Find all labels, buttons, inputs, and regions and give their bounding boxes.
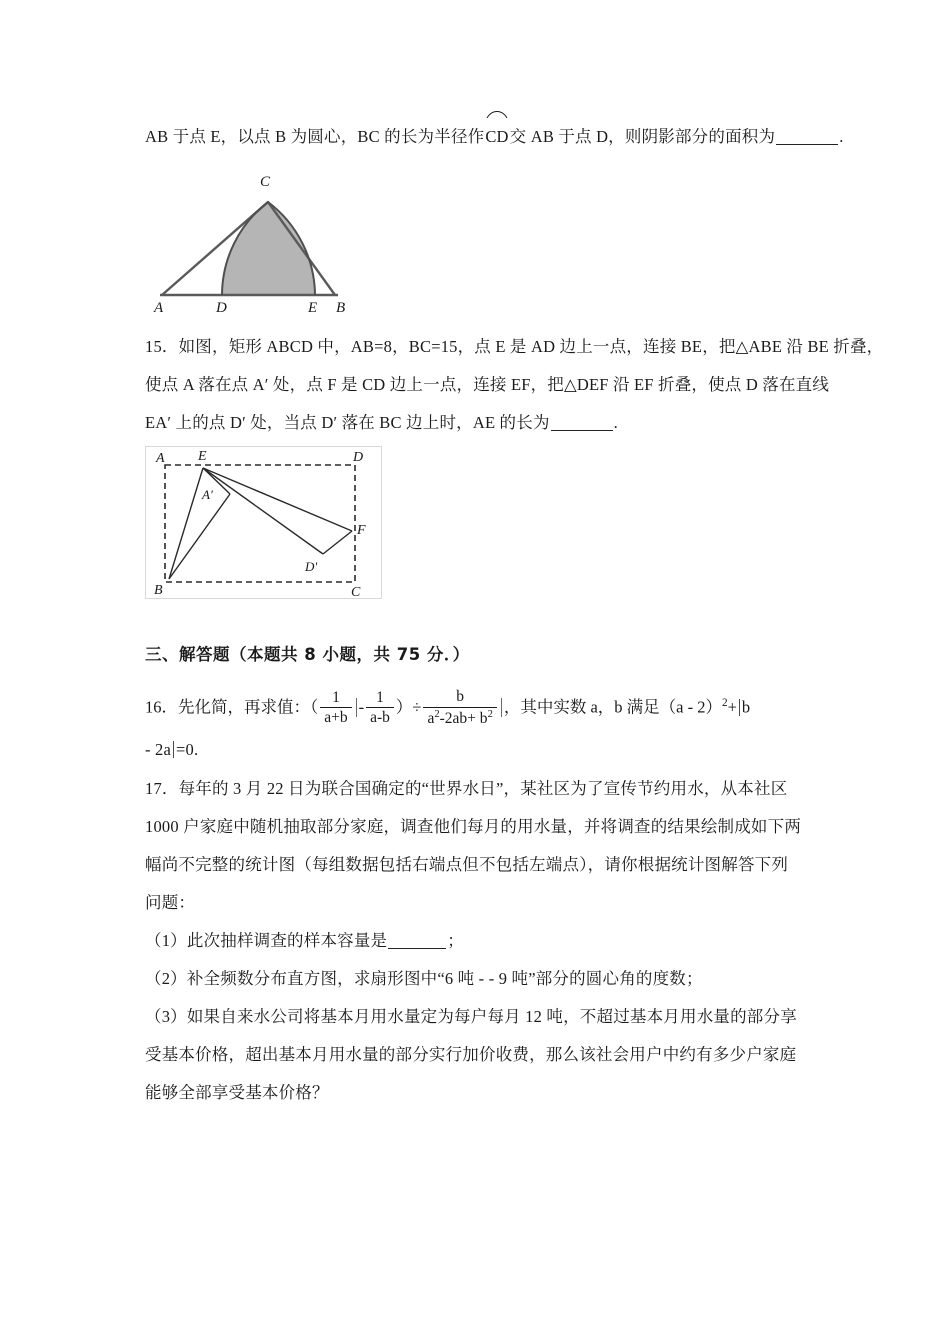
- q17-sub-3-line-1: （3）如果自来水公司将基本月用水量定为每户每月 12 吨，不超过基本月用水量的部分享: [145, 1006, 797, 1026]
- artifact-vertical-rule: [356, 698, 357, 717]
- artifact-vertical-rule-2: [501, 698, 502, 717]
- label-C: C: [260, 174, 271, 190]
- figure-q14: [150, 162, 823, 312]
- label-D-prime: D': [305, 559, 318, 574]
- fraction-numerator: 1: [332, 688, 340, 706]
- q16-condition-exponent: 2: [721, 697, 728, 709]
- q16-line2-text: - 2a: [145, 739, 171, 759]
- fraction-denominator: a-b: [366, 707, 394, 726]
- q17-sub1-text: （1）此次抽样调查的样本容量是: [145, 930, 388, 950]
- label-A: A: [154, 300, 164, 312]
- label-D: D: [353, 450, 364, 465]
- label-C: C: [351, 585, 361, 600]
- fraction-1-over-a-minus-b: [366, 689, 394, 727]
- q16-open-paren: （: [310, 697, 319, 717]
- q15-period: .: [613, 413, 618, 432]
- label-E: E: [308, 300, 318, 312]
- q16-line-2: [145, 730, 823, 770]
- den-exponent-2: 2: [487, 708, 493, 720]
- fraction-denominator: a+b: [320, 707, 351, 726]
- section-3-heading: 三、解答题（本题共 8 小题，共 75 分．）: [145, 645, 470, 664]
- absolute-value-bar-close: [173, 741, 174, 758]
- segment-dprime-f: [323, 531, 352, 554]
- label-A-prime: A': [202, 487, 213, 502]
- label-A: A: [156, 451, 165, 466]
- arc-overline-icon: [485, 111, 508, 118]
- label-B: B: [336, 300, 346, 312]
- answer-blank-q17-1[interactable]: [388, 948, 446, 949]
- label-D: D: [216, 300, 227, 312]
- q17-sub-2: （2）补全频数分布直方图，求扇形图中“6 吨 - - 9 吨”部分的圆心角的度数；: [145, 968, 703, 988]
- q16-minus: -: [358, 697, 365, 717]
- figure-q15-svg: [145, 446, 385, 601]
- den-middle: -2ab+ b: [439, 709, 488, 727]
- arc-cd-notation: [484, 118, 509, 156]
- q16-condition-plus: +: [727, 697, 737, 717]
- q16-condition-c: b: [741, 697, 751, 717]
- segment-eb: [169, 468, 203, 579]
- figure-q15: [145, 446, 823, 601]
- q15-number: 15．: [145, 337, 179, 356]
- q15-text-1: 如图，矩形 ABCD 中，AB=8，BC=15，点 E 是 AD 边上一点，连接 BE，把△ABE 沿 BE 折叠，: [178, 337, 884, 356]
- figure-q14-svg: [150, 162, 390, 312]
- q15-text-2: 使点 A 落在点 A′ 处，点 F 是 CD 边上一点，连接 EF，把△DEF 沿 EF 折叠，使点 D 落在直线: [145, 375, 830, 394]
- gap-before-section-3: [145, 601, 823, 641]
- page-content: [145, 118, 884, 1112]
- q16-close-paren: ）: [395, 697, 413, 717]
- q17-sub-1: [145, 922, 823, 960]
- fraction-b-over-quadratic: [423, 688, 496, 727]
- label-E: E: [198, 449, 207, 464]
- q16-number: 16．: [145, 697, 178, 717]
- q15-line-2: [145, 366, 830, 404]
- segment-aprime-b: [169, 494, 230, 579]
- gap-after-figure-q14: [145, 312, 823, 328]
- den-a: a: [427, 709, 435, 727]
- q16-line2-tail: =0.: [176, 739, 199, 759]
- q16-condition-a: 其中实数 a，b 满足（a - 2）: [520, 697, 722, 717]
- q15-text-3: EA′ 上的点 D′ 处，当点 D′ 落在 BC 边上时，AE 的长为: [145, 413, 550, 432]
- q17-number: 17．: [145, 778, 179, 798]
- q14-tail-line: [145, 118, 844, 156]
- fraction-denominator: [423, 707, 496, 728]
- fraction-numerator: 1: [376, 688, 384, 706]
- fraction-numerator: b: [456, 688, 465, 706]
- arc-cd-label: CD: [485, 127, 509, 146]
- q17-sub-3-line-3: 能够全部享受基本价格？: [145, 1082, 329, 1102]
- absolute-value-bar-open: [739, 699, 740, 716]
- q14-text-part-b: 交 AB 于点 D，则阴影部分的面积为: [509, 127, 776, 146]
- q17-line-4: 问题：: [145, 892, 196, 912]
- fraction-1-over-a-plus-b: [320, 689, 351, 727]
- q16-comma: ，: [503, 697, 521, 717]
- q14-period: .: [839, 127, 844, 146]
- label-B: B: [154, 583, 163, 598]
- q16-divide-sign: ÷: [412, 697, 422, 717]
- answer-blank-q14[interactable]: [776, 144, 838, 145]
- rectangle-abcd: [165, 465, 355, 582]
- answer-blank-q15[interactable]: [551, 430, 613, 431]
- q17-sub1-semicolon: ；: [447, 930, 464, 950]
- q16-prompt: 先化简，再求值：: [178, 697, 310, 717]
- q17-line-3: 幅尚不完整的统计图（每组数据包括右端点但不包括左端点），请你根据统计图解答下列: [145, 854, 789, 874]
- q17-sub-3-line-2: 受基本价格，超出基本月用水量的部分实行加价收费，那么该社会用户中约有多少户家庭: [145, 1044, 797, 1064]
- figure-border: [146, 447, 382, 599]
- gap-after-section-heading: [145, 665, 823, 681]
- q14-text-part-a: AB 于点 E，以点 B 为圆心，BC 的长为半径作: [145, 127, 485, 146]
- label-F: F: [357, 523, 366, 538]
- q17-line-1: [145, 770, 823, 808]
- q15-line-1: [145, 328, 884, 366]
- den-exponent-1: 2: [434, 708, 440, 720]
- q17-line-2: 1000 户家庭中随机抽取部分家庭，调查他们每月的用水量，并将调查的结果绘制成如下两: [145, 816, 802, 836]
- q15-line-3: [145, 404, 823, 442]
- q17-text-1: 每年的 3 月 22 日为联合国确定的“世界水日”，某社区为了宣传节约用水，从本社区: [178, 778, 788, 798]
- q16-line-1: [145, 681, 823, 730]
